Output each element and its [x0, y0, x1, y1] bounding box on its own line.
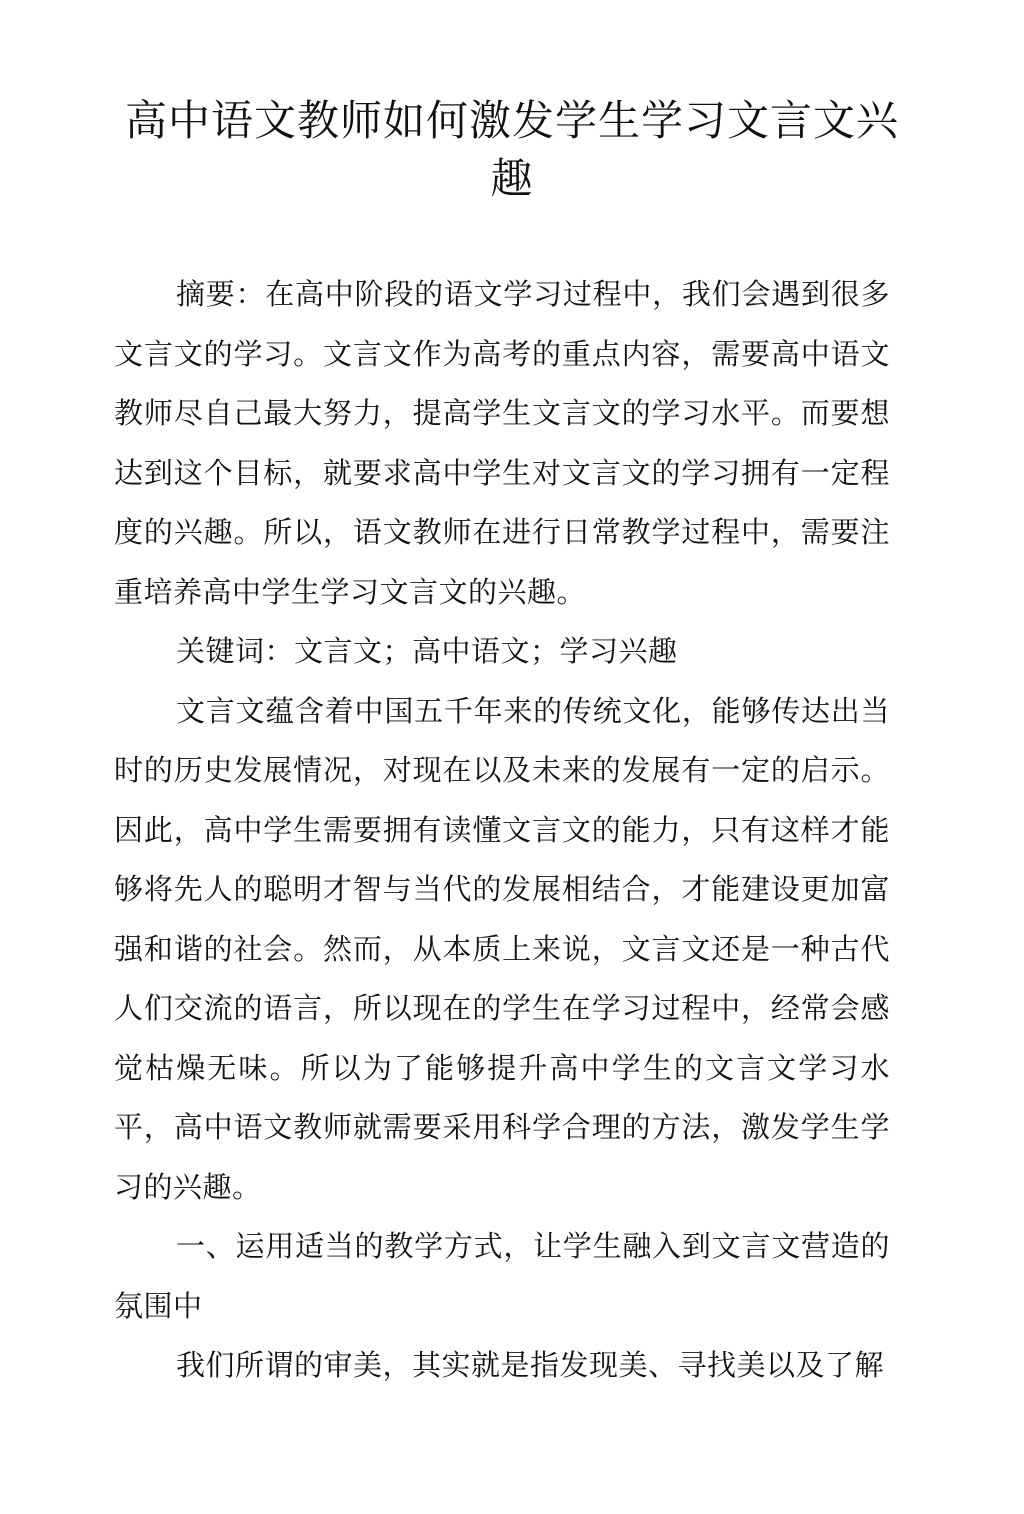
intro-paragraph: 文言文蕴含着中国五千年来的传统文化，能够传达出当时的历史发展情况，对现在以及未来的发展有一定的启示。因此，高中学生需要拥有读懂文言文的能力，只有这样才能够将先人的聪明才智与当代的发展相结合，才能建设更加富强和谐的社会。然而，从本质上来说，文言文还是一种古代人们交流的语言，所以现在的学生在学习过程中，经常会感觉枯燥无味。所以为了能够提升高中学生的文言文学习水平，高中语文教师就需要采用科学合理的方法，激发学生学习的兴趣。 — [114, 693, 890, 1204]
document-body — [114, 265, 890, 1396]
keywords-paragraph: 关键词：文言文；高中语文；学习兴趣 — [176, 634, 678, 668]
section-heading-1: 一、运用适当的教学方式，让学生融入到文言文营造的氛围中 — [114, 1229, 890, 1323]
document-title: 高中语文教师如何激发学生学习文言文兴趣 — [124, 96, 899, 203]
abstract-paragraph: 摘要：在高中阶段的语文学习过程中，我们会遇到很多文言文的学习。文言文作为高考的重点内容，需要高中语文教师尽自己最大努力，提高学生文言文的学习水平。而要想达到这个目标，就要求高中学生对文言文的学习拥有一定程度的兴趣。所以，语文教师在进行日常教学过程中，需要注重培养高中学生学习文言文的兴趣。 — [114, 277, 890, 609]
section-paragraph-1: 我们所谓的审美，其实就是指发现美、寻找美以及了解 — [176, 1348, 885, 1382]
